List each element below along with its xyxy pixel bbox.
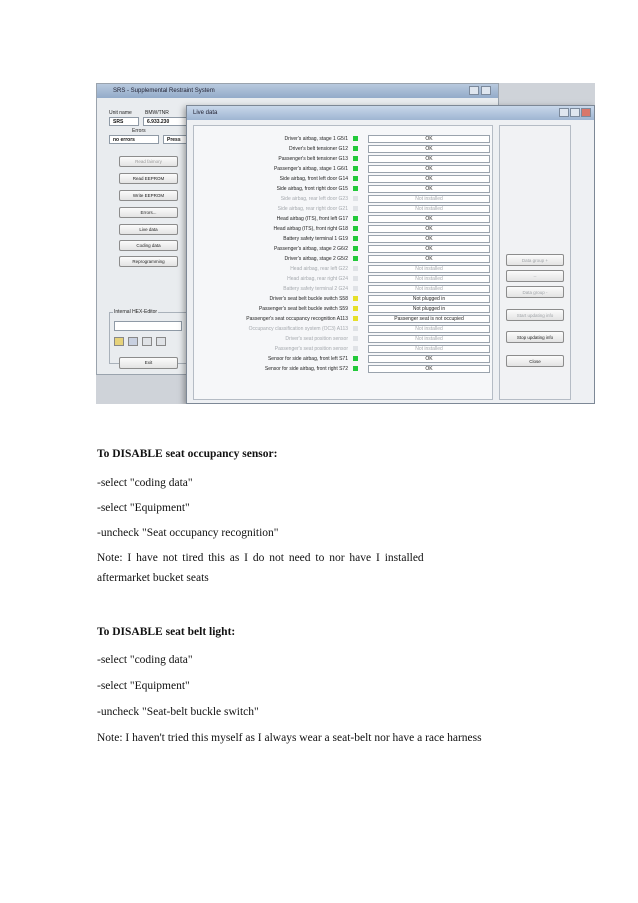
status-indicator-icon (353, 146, 358, 151)
live-data-row-label: Passenger's belt tensioner G13 (278, 156, 348, 162)
write-eeprom-button[interactable]: Write EEPROM (119, 190, 178, 201)
unit-name-field: SRS (109, 117, 139, 126)
status-indicator-icon (353, 166, 358, 171)
status-indicator-icon (353, 266, 358, 271)
status-indicator-icon (353, 176, 358, 181)
maximize-icon[interactable] (481, 86, 491, 95)
live-data-row-value: OK (368, 215, 490, 223)
live-data-row (194, 314, 494, 324)
live-data-row (194, 164, 494, 174)
live-data-row-value: OK (368, 175, 490, 183)
folder-icon[interactable] (114, 337, 124, 346)
srs-window-title: SRS - Supplemental Restraint System (97, 84, 498, 98)
status-indicator-icon (353, 226, 358, 231)
save-icon[interactable] (128, 337, 138, 346)
live-data-row-value: Not installed (368, 325, 490, 333)
reprogramming-button[interactable]: Reprogramming (119, 256, 178, 267)
press-field: Press (163, 135, 189, 144)
status-indicator-icon (353, 346, 358, 351)
live-data-row (194, 224, 494, 234)
section2-note: Note: I haven't tried this myself as I always wear a seat-belt nor have a race harness (97, 732, 482, 744)
live-data-row-value: Not installed (368, 275, 490, 283)
section2-step2: -select "Equipment" (97, 680, 190, 692)
live-data-row (194, 264, 494, 274)
live-data-row-label: Head airbag, rear left G22 (290, 266, 348, 272)
live-data-row-value: OK (368, 235, 490, 243)
live-data-row-value: OK (368, 355, 490, 363)
live-data-row (194, 254, 494, 264)
section2-heading: To DISABLE seat belt light: (97, 626, 236, 638)
live-data-row-value: OK (368, 225, 490, 233)
live-data-row-label: Driver's seat belt buckle switch S58 (269, 296, 348, 302)
data-group-select[interactable]: -- (506, 270, 564, 282)
live-data-row-label: Driver's belt tensioner G12 (288, 146, 348, 152)
live-data-row-value: Not installed (368, 285, 490, 293)
live-data-row-label: Driver's airbag, stage 1 G5/1 (284, 136, 348, 142)
status-indicator-icon (353, 316, 358, 321)
live-data-row (194, 354, 494, 364)
live-data-row-value: OK (368, 245, 490, 253)
data-group-minus-button[interactable]: Data group - (506, 286, 564, 298)
coding-data-button[interactable]: Coding data (119, 240, 178, 251)
status-indicator-icon (353, 356, 358, 361)
read-memory-button[interactable]: Read faimory (119, 156, 178, 167)
live-data-row-label: Side airbag, rear left door G23 (280, 196, 348, 202)
live-data-row-value: Not installed (368, 205, 490, 213)
live-data-controls (499, 125, 571, 400)
errors-button[interactable]: Errors... (119, 207, 178, 218)
live-data-row (194, 334, 494, 344)
live-data-row-label: Head airbag (ITS), front right G18 (273, 226, 348, 232)
section1-step3: -uncheck "Seat occupancy recognition" (97, 527, 279, 539)
live-data-row (194, 324, 494, 334)
live-data-row (194, 284, 494, 294)
live-data-row-label: Sensor for side airbag, front left S71 (267, 356, 348, 362)
live-data-row (194, 184, 494, 194)
live-data-row-value: Passenger seat is not occupied (368, 315, 490, 323)
live-data-row-value: Not installed (368, 195, 490, 203)
live-data-list (193, 125, 493, 400)
live-data-row (194, 294, 494, 304)
live-data-row-label: Head airbag (ITS), front left G17 (276, 216, 348, 222)
live-data-row-value: OK (368, 145, 490, 153)
live-data-row-label: Passenger's seat occupancy recognition A113 (246, 316, 348, 322)
live-data-row-label: Side airbag, front right door G15 (276, 186, 348, 192)
data-group-plus-button[interactable]: Data group + (506, 254, 564, 266)
status-indicator-icon (353, 186, 358, 191)
live-data-row-label: Sensor for side airbag, front right S72 (264, 366, 348, 372)
minimize-icon[interactable] (559, 108, 569, 117)
live-data-row-label: Passenger's airbag, stage 1 G6/1 (273, 166, 348, 172)
section1-step2: -select "Equipment" (97, 502, 190, 514)
hex-editor-input[interactable] (114, 321, 182, 331)
live-data-row-label: Side airbag, front left door G14 (279, 176, 348, 182)
live-data-row-value: OK (368, 255, 490, 263)
status-indicator-icon (353, 256, 358, 261)
live-data-row-value: Not installed (368, 345, 490, 353)
live-data-row-value: OK (368, 365, 490, 373)
live-data-row-label: Passenger's airbag, stage 2 G6/2 (273, 246, 348, 252)
live-data-row-value: Not installed (368, 335, 490, 343)
live-data-row-value: Not plugged in (368, 295, 490, 303)
binoculars-icon[interactable] (142, 337, 152, 346)
start-updating-button[interactable]: Start updating info (506, 309, 564, 321)
errors-label: Errors (132, 128, 146, 134)
live-data-row (194, 134, 494, 144)
live-data-row (194, 304, 494, 314)
close-icon[interactable] (581, 108, 591, 117)
live-data-row-value: OK (368, 155, 490, 163)
live-data-row-label: Battery safety terminal 1 G19 (283, 236, 348, 242)
live-data-row (194, 274, 494, 284)
errors-field: no errors (109, 135, 159, 144)
bmw-label: BMW/TNR (145, 110, 169, 116)
live-data-row (194, 144, 494, 154)
unit-name-label: Unit name (109, 110, 132, 116)
section1-note-line2: aftermarket bucket seats (97, 572, 209, 584)
hex-editor-label: Internal HEX-Editor (114, 309, 158, 315)
live-data-button[interactable]: Live data (119, 224, 178, 235)
live-data-row-label: Occupancy classification system (OC3) A113 (248, 326, 348, 332)
minimize-icon[interactable] (469, 86, 479, 95)
live-data-window (186, 105, 595, 404)
read-eeprom-button[interactable]: Read EEPROM (119, 173, 178, 184)
live-data-row-label: Side airbag, rear right door G21 (277, 206, 348, 212)
live-data-row-label: Battery safety terminal 2 G24 (283, 286, 348, 292)
section1-note-line1: Note: I have not tired this as I do not need to nor have I installed (97, 552, 424, 564)
live-data-row-label: Passenger's seat position sensor (274, 346, 348, 352)
status-indicator-icon (353, 246, 358, 251)
bmw-field: 6.933.230 (143, 117, 187, 126)
find-next-icon[interactable] (156, 337, 166, 346)
status-indicator-icon (353, 276, 358, 281)
section2-step1: -select "coding data" (97, 654, 193, 666)
live-data-row-label: Head airbag, rear right G24 (287, 276, 348, 282)
status-indicator-icon (353, 326, 358, 331)
live-data-row (194, 214, 494, 224)
stop-updating-button[interactable]: Stop updating info (506, 331, 564, 343)
live-data-row (194, 244, 494, 254)
live-data-row (194, 204, 494, 214)
status-indicator-icon (353, 156, 358, 161)
status-indicator-icon (353, 336, 358, 341)
live-data-row (194, 154, 494, 164)
status-indicator-icon (353, 366, 358, 371)
live-data-row-label: Driver's seat position sensor (285, 336, 348, 342)
live-data-row-value: Not plugged in (368, 305, 490, 313)
status-indicator-icon (353, 236, 358, 241)
section2-step3: -uncheck "Seat-belt buckle switch" (97, 706, 259, 718)
software-screenshot (96, 83, 595, 404)
live-data-row (194, 364, 494, 374)
live-data-row-label: Driver's airbag, stage 2 G5/2 (284, 256, 348, 262)
live-data-row (194, 234, 494, 244)
live-data-row (194, 174, 494, 184)
status-indicator-icon (353, 296, 358, 301)
maximize-icon[interactable] (570, 108, 580, 117)
status-indicator-icon (353, 206, 358, 211)
live-data-row (194, 344, 494, 354)
status-indicator-icon (353, 196, 358, 201)
live-data-row-value: OK (368, 185, 490, 193)
live-data-row (194, 194, 494, 204)
status-indicator-icon (353, 306, 358, 311)
live-data-row-value: Not installed (368, 265, 490, 273)
status-indicator-icon (353, 216, 358, 221)
live-data-row-value: OK (368, 165, 490, 173)
section1-heading: To DISABLE seat occupancy sensor: (97, 448, 278, 460)
live-data-row-label: Passenger's seat belt buckle switch S59 (258, 306, 348, 312)
live-data-row-value: OK (368, 135, 490, 143)
exit-button[interactable]: Exit (119, 357, 178, 369)
live-data-title: Live data (187, 106, 594, 120)
status-indicator-icon (353, 136, 358, 141)
status-indicator-icon (353, 286, 358, 291)
close-button[interactable]: Close (506, 355, 564, 367)
section1-step1: -select "coding data" (97, 477, 193, 489)
